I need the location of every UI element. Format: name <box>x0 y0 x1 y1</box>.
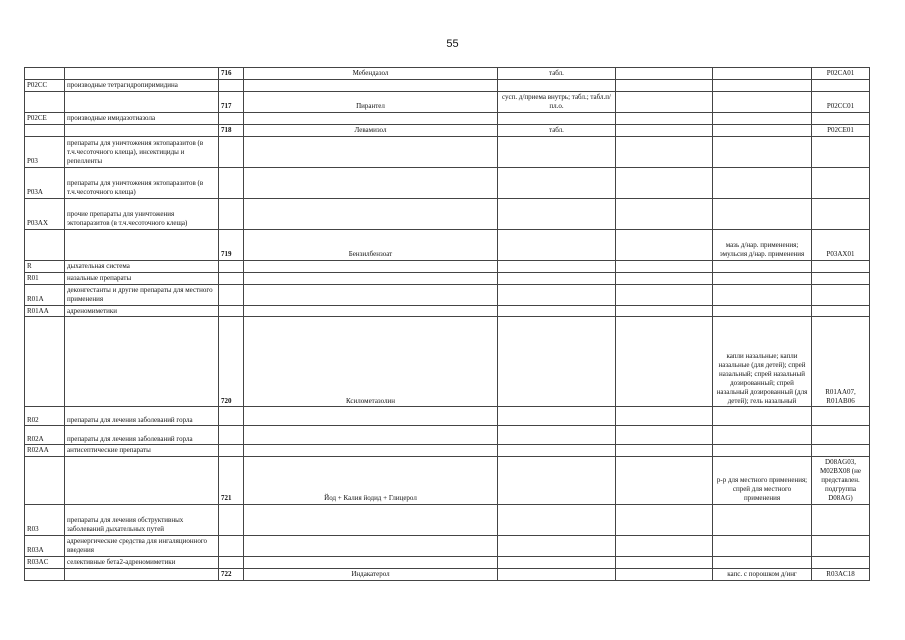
cell-form2 <box>713 198 812 229</box>
cell-code: R03AC <box>25 557 65 569</box>
cell-atc <box>812 79 870 91</box>
cell-name <box>244 407 498 426</box>
cell-form2 <box>713 426 812 445</box>
cell-atc <box>812 136 870 167</box>
cell-form <box>498 317 616 407</box>
cell-num <box>219 557 244 569</box>
page-number: 55 <box>446 38 459 50</box>
cell-extra <box>616 229 713 260</box>
cell-group: дыхательная система <box>65 260 219 272</box>
cell-form <box>498 198 616 229</box>
cell-name <box>244 79 498 91</box>
cell-num <box>219 167 244 198</box>
cell-form <box>498 457 616 505</box>
cell-code: R03 <box>25 505 65 536</box>
cell-form2 <box>713 407 812 426</box>
cell-name <box>244 445 498 457</box>
cell-form2 <box>713 445 812 457</box>
cell-name <box>244 557 498 569</box>
cell-extra <box>616 536 713 557</box>
cell-group <box>65 317 219 407</box>
cell-form2: р-р для местного применения; спрей для местного применения <box>713 457 812 505</box>
cell-extra <box>616 198 713 229</box>
cell-name <box>244 284 498 305</box>
cell-atc <box>812 272 870 284</box>
cell-extra <box>616 68 713 80</box>
cell-num <box>219 536 244 557</box>
cell-code: R02AA <box>25 445 65 457</box>
cell-atc <box>812 284 870 305</box>
cell-form <box>498 557 616 569</box>
cell-name: Ксилометазолин <box>244 317 498 407</box>
cell-extra <box>616 445 713 457</box>
table-row <box>25 505 870 536</box>
cell-form <box>498 407 616 426</box>
cell-num <box>219 260 244 272</box>
cell-num <box>219 136 244 167</box>
table-row <box>25 79 870 91</box>
cell-num <box>219 505 244 536</box>
cell-name <box>244 505 498 536</box>
cell-atc <box>812 167 870 198</box>
table-row <box>25 112 870 124</box>
cell-atc <box>812 445 870 457</box>
cell-atc: P02CE01 <box>812 124 870 136</box>
cell-atc <box>812 305 870 317</box>
table-row <box>25 284 870 305</box>
table-row <box>25 317 870 407</box>
table-row <box>25 167 870 198</box>
table-row <box>25 272 870 284</box>
cell-form <box>498 426 616 445</box>
cell-num: 718 <box>219 124 244 136</box>
cell-extra <box>616 124 713 136</box>
cell-group: препараты для уничтожения эктопаразитов (в т.ч.чесоточного клеща), инсектициды и репелленты <box>65 136 219 167</box>
table-row <box>25 136 870 167</box>
cell-group: препараты для лечения заболеваний горла <box>65 407 219 426</box>
table-row <box>25 557 870 569</box>
cell-code <box>25 124 65 136</box>
cell-form2 <box>713 284 812 305</box>
cell-extra <box>616 79 713 91</box>
cell-code: P03 <box>25 136 65 167</box>
cell-extra <box>616 557 713 569</box>
cell-atc: P03AX01 <box>812 229 870 260</box>
cell-name: Йод + Калия йодид + Глицерол <box>244 457 498 505</box>
cell-code <box>25 91 65 112</box>
cell-form <box>498 445 616 457</box>
cell-code: R01 <box>25 272 65 284</box>
cell-num <box>219 305 244 317</box>
cell-form <box>498 569 616 581</box>
cell-form2 <box>713 124 812 136</box>
cell-code: R02A <box>25 426 65 445</box>
cell-group <box>65 68 219 80</box>
cell-form2 <box>713 260 812 272</box>
cell-form <box>498 272 616 284</box>
table-row <box>25 457 870 505</box>
cell-group: препараты для лечения заболеваний горла <box>65 426 219 445</box>
cell-group: препараты для лечения обструктивных заболеваний дыхательных путей <box>65 505 219 536</box>
cell-name: Бензилбензоат <box>244 229 498 260</box>
cell-form <box>498 112 616 124</box>
cell-num: 720 <box>219 317 244 407</box>
cell-atc <box>812 112 870 124</box>
cell-group <box>65 229 219 260</box>
cell-group: антисептические препараты <box>65 445 219 457</box>
cell-extra <box>616 505 713 536</box>
table-row <box>25 260 870 272</box>
cell-atc <box>812 536 870 557</box>
cell-name <box>244 260 498 272</box>
cell-form: сусп. д/приема внутрь; табл.; табл.п/пл.о. <box>498 91 616 112</box>
cell-group: производные имидазотиазола <box>65 112 219 124</box>
cell-form2 <box>713 79 812 91</box>
cell-name: Пирантел <box>244 91 498 112</box>
cell-form2 <box>713 536 812 557</box>
cell-extra <box>616 426 713 445</box>
cell-num <box>219 426 244 445</box>
cell-group: деконгестанты и другие препараты для местного применения <box>65 284 219 305</box>
cell-form2: мазь д/нар. применения; эмульсия д/нар. применения <box>713 229 812 260</box>
cell-atc: R01AA07, R01AB06 <box>812 317 870 407</box>
cell-num <box>219 284 244 305</box>
cell-num: 717 <box>219 91 244 112</box>
cell-extra <box>616 272 713 284</box>
cell-extra <box>616 91 713 112</box>
cell-form: табл. <box>498 68 616 80</box>
cell-extra <box>616 167 713 198</box>
cell-form <box>498 260 616 272</box>
cell-form <box>498 79 616 91</box>
cell-group: производные тетрагидропиримидина <box>65 79 219 91</box>
cell-atc <box>812 407 870 426</box>
cell-form <box>498 505 616 536</box>
cell-code <box>25 229 65 260</box>
cell-atc <box>812 426 870 445</box>
cell-group: адренергические средства для ингаляционного введения <box>65 536 219 557</box>
cell-num <box>219 445 244 457</box>
cell-form <box>498 136 616 167</box>
cell-name <box>244 305 498 317</box>
table-row <box>25 407 870 426</box>
cell-form2 <box>713 91 812 112</box>
cell-form: табл. <box>498 124 616 136</box>
cell-form2 <box>713 112 812 124</box>
cell-code: R01A <box>25 284 65 305</box>
cell-name <box>244 272 498 284</box>
cell-atc <box>812 198 870 229</box>
cell-code: P02CC <box>25 79 65 91</box>
table-row <box>25 124 870 136</box>
cell-extra <box>616 457 713 505</box>
table-row <box>25 536 870 557</box>
cell-form2 <box>713 272 812 284</box>
cell-name <box>244 536 498 557</box>
cell-name: Индакатерол <box>244 569 498 581</box>
cell-form2: капс. с порошком д/инг <box>713 569 812 581</box>
cell-form <box>498 305 616 317</box>
cell-num: 716 <box>219 68 244 80</box>
cell-name <box>244 167 498 198</box>
cell-form <box>498 229 616 260</box>
cell-form2 <box>713 167 812 198</box>
cell-code <box>25 68 65 80</box>
cell-form2 <box>713 68 812 80</box>
cell-group <box>65 457 219 505</box>
cell-atc: P02CC01 <box>812 91 870 112</box>
cell-group <box>65 124 219 136</box>
cell-atc: P02CA01 <box>812 68 870 80</box>
table-row <box>25 445 870 457</box>
cell-code: R <box>25 260 65 272</box>
cell-form <box>498 536 616 557</box>
cell-atc <box>812 260 870 272</box>
cell-group <box>65 569 219 581</box>
cell-name <box>244 198 498 229</box>
cell-code <box>25 569 65 581</box>
cell-group: препараты для уничтожения эктопаразитов (в т.ч.чесоточного клеща) <box>65 167 219 198</box>
cell-form2 <box>713 305 812 317</box>
cell-code: P02CE <box>25 112 65 124</box>
cell-extra <box>616 569 713 581</box>
table-row <box>25 569 870 581</box>
cell-num <box>219 198 244 229</box>
cell-name <box>244 136 498 167</box>
cell-code: R03A <box>25 536 65 557</box>
cell-code <box>25 457 65 505</box>
cell-extra <box>616 407 713 426</box>
cell-name: Левамизол <box>244 124 498 136</box>
drug-table <box>24 67 870 581</box>
cell-num: 719 <box>219 229 244 260</box>
table-row <box>25 68 870 80</box>
cell-num <box>219 112 244 124</box>
cell-atc: R03AC18 <box>812 569 870 581</box>
cell-num <box>219 79 244 91</box>
cell-code: P03A <box>25 167 65 198</box>
table-row <box>25 426 870 445</box>
cell-code <box>25 317 65 407</box>
cell-extra <box>616 136 713 167</box>
cell-form2: капли назальные; капли назальные (для детей); спрей назальный; спрей назальный дозированный; спрей назальный дозированный (для детей); гель назальный <box>713 317 812 407</box>
cell-name: Мебендазол <box>244 68 498 80</box>
cell-extra <box>616 260 713 272</box>
cell-group: селективные бета2-адреномиметики <box>65 557 219 569</box>
cell-num: 722 <box>219 569 244 581</box>
cell-extra <box>616 284 713 305</box>
cell-form2 <box>713 557 812 569</box>
table-row <box>25 91 870 112</box>
cell-code: P03AX <box>25 198 65 229</box>
cell-form <box>498 284 616 305</box>
cell-code: R01AA <box>25 305 65 317</box>
cell-num <box>219 407 244 426</box>
cell-form2 <box>713 505 812 536</box>
cell-atc <box>812 505 870 536</box>
cell-code: R02 <box>25 407 65 426</box>
cell-name <box>244 112 498 124</box>
cell-form <box>498 167 616 198</box>
cell-name <box>244 426 498 445</box>
cell-num <box>219 272 244 284</box>
table-row <box>25 305 870 317</box>
table-row <box>25 198 870 229</box>
table-row <box>25 229 870 260</box>
cell-extra <box>616 305 713 317</box>
cell-group: прочие препараты для уничтожения эктопаразитов (в т.ч.чесоточного клеща) <box>65 198 219 229</box>
cell-form2 <box>713 136 812 167</box>
cell-extra <box>616 112 713 124</box>
cell-group: назальные препараты <box>65 272 219 284</box>
cell-atc <box>812 557 870 569</box>
cell-atc: D08AG03, M02BX08 (не представлен. подгруппа D08AG) <box>812 457 870 505</box>
cell-extra <box>616 317 713 407</box>
cell-group: адреномиметики <box>65 305 219 317</box>
cell-num: 721 <box>219 457 244 505</box>
cell-group <box>65 91 219 112</box>
